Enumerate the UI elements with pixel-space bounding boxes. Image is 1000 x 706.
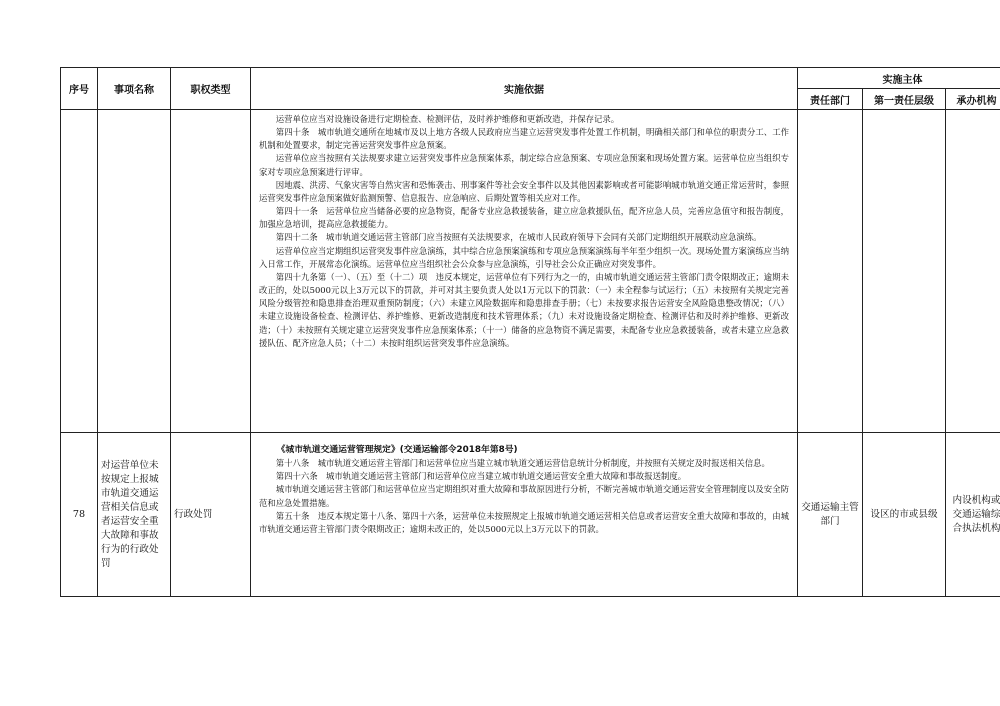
row2-dept: 交通运输主管部门 xyxy=(798,433,863,597)
law-title: 《城市轨道交通运营管理规定》(交通运输部令2018年第8号) xyxy=(276,445,518,455)
row1-level-cell xyxy=(863,110,946,433)
header-subject: 实施主体 xyxy=(798,68,1000,89)
row1-type-cell xyxy=(171,110,251,433)
row1-basis-cell xyxy=(251,110,798,433)
row2-agency: 内设机构或交通运输综合执法机构 xyxy=(946,433,1000,597)
basis-paragraph: 第十八条 城市轨道交通运营主管部门和运营单位应当建立城市轨道交通运营信息统计分析制度，并按照有关规定及时报送相关信息。 xyxy=(275,458,770,469)
basis-paragraph: 第四十二条 城市轨道交通运营主管部门应当按照有关法规要求，在城市人民政府领导下会同有关部门定期组织开展联动应急演练。 xyxy=(275,232,762,243)
header-dept: 责任部门 xyxy=(798,89,863,110)
basis-paragraph: 运营单位应当按照有关法规要求建立运营突发事件应急预案体系，制定综合应急预案、专项应急预案和现场处置方案。运营单位应当组织专家对专项应急预案进行评审。 xyxy=(259,153,789,177)
basis-paragraph: 运营单位应当定期组织运营突发事件应急演练，其中综合应急预案演练和专项应急预案演练每半年至少组织一次。现场处置方案演练应当纳入日常工作，开展常态化演练。运营单位应当组织社会公众参与应急演练，引导社会公众正确应对突发事件。 xyxy=(259,245,789,269)
row2-basis-cell xyxy=(251,433,798,597)
header-level: 第一责任层级 xyxy=(863,89,946,110)
header-item-name: 事项名称 xyxy=(98,68,171,110)
row2-level: 设区的市或县级 xyxy=(863,433,946,597)
basis-paragraph: 第四十六条 城市轨道交通运营主管部门和运营单位应当建立城市轨道交通运营安全重大故障和事故报送制度。 xyxy=(275,471,687,482)
basis-paragraph: 因地震、洪涝、气象灾害等自然灾害和恐怖袭击、刑事案件等社会安全事件以及其他因素影响或者可能影响城市轨道交通正常运营时，参照运营突发事件应急预案做好监测预警、信息报告、应急响应、后期处置等相关应对工作。 xyxy=(259,179,789,203)
basis-paragraph: 第五十条 违反本规定第十八条、第四十六条，运营单位未按照规定上报城市轨道交通运营相关信息或者运营安全重大故障和事故的，由城市轨道交通运营主管部门责令限期改正；逾期未改正的，处以5000元以上3万元以下的罚款。 xyxy=(259,510,789,534)
row1-dept-cell xyxy=(798,110,863,433)
row2-power-type: 行政处罚 xyxy=(171,433,251,597)
basis-paragraph: 第四十一条 运营单位应当储备必要的应急物资，配备专业应急救援装备，建立应急救援队伍，配齐应急人员，完善应急值守和报告制度，加强应急培训，提高应急救援能力。 xyxy=(259,206,789,230)
basis-paragraph: 运营单位应当对设施设备进行定期检查、检测评估，及时养护维修和更新改造，并保存记录。 xyxy=(275,114,620,124)
row1-seq-cell xyxy=(61,110,98,433)
header-basis: 实施依据 xyxy=(251,68,798,110)
row1-item-cell xyxy=(98,110,171,433)
row2-item-name: 对运营单位未按规定上报城市轨道交通运营相关信息或者运营安全重大故障和事故行为的行政处罚 xyxy=(98,433,171,597)
table-row xyxy=(61,110,1000,433)
basis-paragraph: 城市轨道交通运营主管部门和运营单位应当定期组织对重大故障和事故原因进行分析，不断完善城市轨道交通运营安全管理制度以及安全防范和应急处置措施。 xyxy=(259,484,789,508)
row1-agency-cell xyxy=(946,110,1000,433)
header-seq: 序号 xyxy=(61,68,98,110)
document-table xyxy=(60,67,1000,597)
basis-paragraph: 第四十九条第（一）、（五）至（十二）项 违反本规定，运营单位有下列行为之一的，由城市轨道交通运营主管部门责令限期改正；逾期未改正的，处以5000元以上3万元以下的罚款，并可对其主要负责人处以1万元以下的罚款：（一）未全程参与试运行；（五）未按照有关规定完善风险分级管控和隐患排查治理双重预防制度；（六）未建立风险数据库和隐患排查手册；（七）未按要求报告运营安全风险隐患整改情况；（八）未建立设施设备检查、检测评估、养护维修、更新改造制度和技术管理体系；（九）未对设施设备定期检查、检测评估和及时养护维修、更新改造；（十）未按照有关规定建立运营突发事件应急预案体系；（十一）储备的应急物资不满足需要，未配备专业应急救援装备，或者未建立应急救援队伍、配齐应急人员；（十二）未按时组织运营突发事件应急演练。 xyxy=(259,271,789,348)
header-agency: 承办机构 xyxy=(946,89,1000,110)
table-row xyxy=(61,433,1000,597)
row2-seq: 78 xyxy=(61,433,98,597)
header-power-type: 职权类型 xyxy=(171,68,251,110)
basis-paragraph: 第四十条 城市轨道交通所在地城市及以上地方各级人民政府应当建立运营突发事件处置工作机制，明确相关部门和单位的职责分工、工作机制和处置要求，制定完善运营突发事件应急预案。 xyxy=(259,127,789,151)
